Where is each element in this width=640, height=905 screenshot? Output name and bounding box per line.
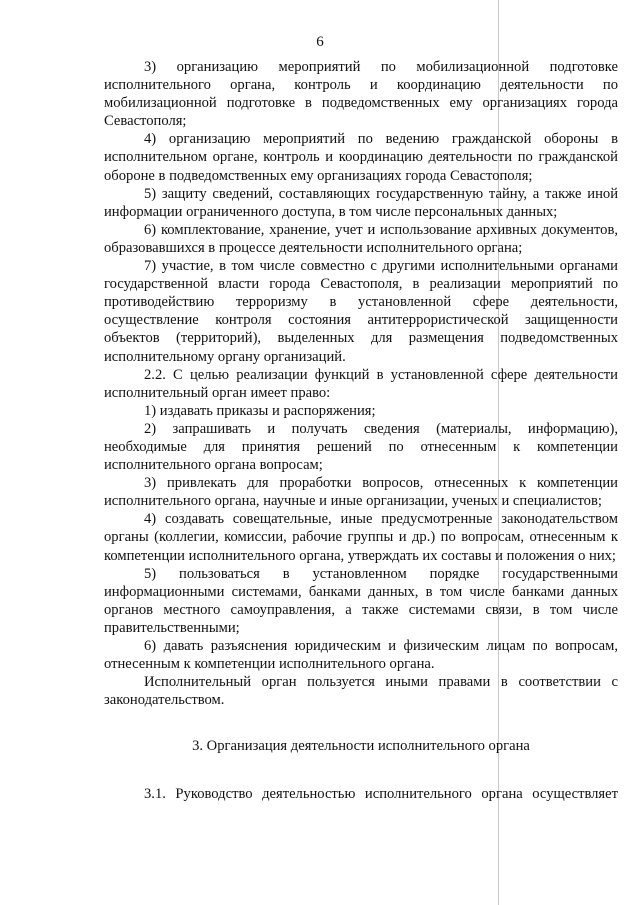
other-rights-paragraph: Исполнительный орган пользуется иными правами в соответствии с законодательством. [104,674,618,709]
paragraph-item-3: 3) организацию мероприятий по мобилизационной подготовке исполнительного органа, контроль и координацию деятельности по мобилизационной подготовке в подведомственных ему организациях города Севастополя; [104,59,618,130]
right-item-1: 1) издавать приказы и распоряжения; [144,402,376,419]
paragraph-item-7: 7) участие, в том числе совместно с другими исполнительными органами государственной власти города Севастополя, в реализации мероприятий по противодействию терроризму в установленной сфере деятельности, осуществление контроля состояния антитеррористической защищенности объектов (территорий), выделенных для размещения подведомственных исполнительному органу организаций. [104,258,618,365]
right-item-4: 4) создавать совещательные, иные предусмотренные законодательством органы (коллегии, комиссии, рабочие группы и др.) по вопросам, отнесенным к компетенции исполнительного органа, утверждать их составы и положения о них; [104,511,618,564]
section-heading: 3. Организация деятельности исполнительного органа [192,738,530,755]
right-item-6: 6) давать разъяснения юридическим и физическим лицам по вопросам, отнесенным к компетенции исполнительного органа. [104,638,618,673]
paragraph-item-4: 4) организацию мероприятий по ведению гражданской обороны в исполнительном органе, контроль и координацию деятельности по гражданской обороне в подведомственных ему организациях города Севастополя; [104,131,618,184]
right-item-2: 2) запрашивать и получать сведения (материалы, информацию), необходимые для принятия решений по отнесенным к компетенции исполнительного органа вопросам; [104,420,618,474]
right-item-5: 5) пользоваться в установленном порядке государственными информационными системами, банками данных, в том числе банками данных органов местного самоуправления, а также системами связи, в том числе правительственными; [104,565,618,636]
document-body [104,58,618,804]
paragraph-3-1: 3.1. Руководство деятельностью исполнительного органа осуществляет [144,786,618,803]
paragraph-2-2: 2.2. С целью реализации функций в установленной сфере деятельности исполнительный орган имеет право: [104,366,618,401]
right-item-3: 3) привлекать для проработки вопросов, отнесенных к компетенции исполнительного органа, научные и иные организации, ученых и специалистов; [104,475,618,510]
paragraph-item-5: 5) защиту сведений, составляющих государственную тайну, а также иной информации ограниченного доступа, в том числе персональных данных; [104,185,618,220]
paragraph-item-6: 6) комплектование, хранение, учет и использование архивных документов, образовавшихся в процессе деятельности исполнительного органа; [104,221,618,256]
page-number: 6 [316,34,324,50]
